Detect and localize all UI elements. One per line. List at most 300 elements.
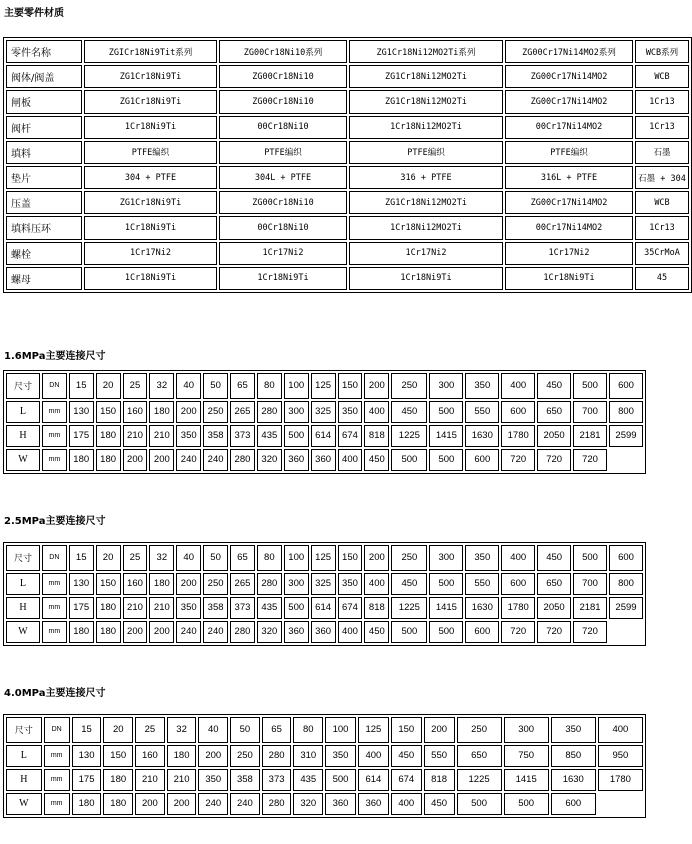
dimension-value-cell: 720	[537, 621, 571, 643]
dn-value-cell: 65	[230, 545, 255, 571]
dn-value-cell: 150	[338, 373, 363, 399]
table-row	[6, 769, 643, 791]
dimension-value-cell: 200	[123, 621, 148, 643]
dn-value-cell: 40	[176, 373, 201, 399]
dimension-value-cell: 200	[149, 449, 174, 471]
dn-value-cell: 40	[198, 717, 228, 743]
dimension-value-cell: 320	[257, 449, 282, 471]
dn-value-cell: 65	[262, 717, 292, 743]
dimension-value-cell: 280	[230, 449, 255, 471]
dimension-value-cell: 450	[364, 621, 389, 643]
dims-25-title: 2.5MPa主要连接尺寸	[4, 516, 106, 527]
dn-value-cell: 125	[311, 373, 336, 399]
dn-value-cell: 100	[325, 717, 356, 743]
unit-cell: mm	[42, 449, 67, 471]
part-name-cell: 填料压环	[6, 216, 82, 239]
dimension-value-cell: 350	[198, 769, 228, 791]
dimension-value-cell: 1780	[501, 597, 535, 619]
dn-value-cell: 500	[573, 545, 607, 571]
header-cell: ZG00Cr18Ni10系列	[219, 40, 347, 63]
dimension-value-cell: 210	[123, 597, 148, 619]
dn-value-cell: 200	[364, 373, 389, 399]
table-row	[6, 621, 643, 643]
dims-16-table	[3, 370, 646, 474]
dimension-value-cell: 600	[501, 401, 535, 423]
material-cell: ZG1Cr18Ni9Ti	[84, 65, 217, 88]
dims-40-table	[3, 714, 646, 818]
table-row	[6, 191, 689, 214]
material-cell: 00Cr17Ni14MO2	[505, 116, 633, 139]
dimension-value-cell: 160	[123, 573, 148, 595]
dimension-label-cell: L	[6, 401, 40, 423]
dimension-value-cell: 180	[149, 401, 174, 423]
dimension-value-cell: 500	[429, 401, 463, 423]
dimension-value-cell: 500	[325, 769, 356, 791]
material-cell: 1Cr13	[635, 90, 689, 113]
dimension-value-cell: 1225	[391, 425, 427, 447]
dimension-label-cell: H	[6, 597, 40, 619]
dimension-value-cell: 280	[257, 401, 282, 423]
table-header-row	[6, 40, 689, 63]
dimension-value-cell: 550	[424, 745, 455, 767]
dn-value-cell: 600	[609, 545, 643, 571]
size-label-cell: 尺寸	[6, 373, 40, 399]
material-cell: 304 + PTFE	[84, 166, 217, 189]
table-header-row	[6, 373, 643, 399]
dimension-value-cell: 2599	[609, 425, 643, 447]
dimension-value-cell: 818	[364, 597, 389, 619]
dimension-value-cell: 180	[69, 449, 94, 471]
dimension-value-cell: 550	[465, 401, 499, 423]
dn-value-cell: 200	[424, 717, 455, 743]
dn-value-cell: 125	[311, 545, 336, 571]
dimension-value-cell: 360	[311, 621, 336, 643]
dimension-value-cell: 720	[573, 621, 607, 643]
dn-value-cell: 300	[429, 373, 463, 399]
dn-value-cell: 100	[284, 545, 309, 571]
materials-title: 主要零件材质	[4, 8, 64, 19]
dimension-value-cell: 674	[338, 425, 363, 447]
dimension-value-cell: 180	[96, 449, 121, 471]
table-row	[6, 401, 643, 423]
dimension-value-cell: 200	[135, 793, 165, 815]
dimension-value-cell: 180	[96, 425, 121, 447]
dimension-value-cell: 160	[135, 745, 165, 767]
dimension-value-cell: 1630	[465, 425, 499, 447]
dimension-value-cell: 2181	[573, 597, 607, 619]
dn-value-cell: 50	[230, 717, 260, 743]
dimension-label-cell: W	[6, 449, 40, 471]
dn-value-cell: 500	[573, 373, 607, 399]
table-row	[6, 597, 643, 619]
dimension-value-cell: 150	[103, 745, 133, 767]
dimension-value-cell: 674	[338, 597, 363, 619]
dimension-value-cell: 1780	[501, 425, 535, 447]
material-cell: PTFE编织	[349, 141, 503, 164]
dimension-value-cell: 130	[69, 573, 94, 595]
material-cell: 316 + PTFE	[349, 166, 503, 189]
dimension-value-cell: 435	[257, 425, 282, 447]
dn-value-cell: 400	[501, 373, 535, 399]
dimension-value-cell: 250	[203, 573, 228, 595]
table-row	[6, 116, 689, 139]
material-cell: 1Cr18Ni9Ti	[84, 216, 217, 239]
header-cell: ZG1Cr18Ni12MO2Ti系列	[349, 40, 503, 63]
dn-value-cell: 80	[293, 717, 323, 743]
dimension-value-cell: 175	[69, 425, 94, 447]
dn-value-cell: 350	[465, 545, 499, 571]
material-cell: 1Cr17Ni2	[505, 242, 633, 265]
dimension-value-cell: 373	[262, 769, 292, 791]
dimension-value-cell: 450	[391, 745, 422, 767]
dn-label-cell: DN	[42, 373, 67, 399]
dn-value-cell: 15	[72, 717, 102, 743]
dimension-value-cell: 150	[96, 573, 121, 595]
size-label-cell: 尺寸	[6, 545, 40, 571]
table-row	[6, 141, 689, 164]
dn-value-cell: 150	[391, 717, 422, 743]
dimension-value-cell: 320	[257, 621, 282, 643]
dimension-value-cell: 2050	[537, 597, 571, 619]
size-label-cell: 尺寸	[6, 717, 42, 743]
table-row	[6, 166, 689, 189]
material-cell: 1Cr18Ni12MO2Ti	[349, 116, 503, 139]
dimension-value-cell: 250	[203, 401, 228, 423]
dimension-value-cell: 350	[325, 745, 356, 767]
dimension-value-cell: 400	[338, 449, 363, 471]
material-cell: 00Cr18Ni10	[219, 116, 347, 139]
dn-value-cell: 200	[364, 545, 389, 571]
dimension-value-cell: 600	[465, 449, 499, 471]
dimension-value-cell: 650	[457, 745, 502, 767]
dimension-value-cell: 350	[338, 401, 363, 423]
dimension-value-cell: 280	[262, 745, 292, 767]
dn-value-cell: 125	[358, 717, 389, 743]
dimension-value-cell: 240	[176, 449, 201, 471]
dimension-value-cell: 720	[501, 621, 535, 643]
dimension-value-cell: 280	[230, 621, 255, 643]
dn-value-cell: 250	[391, 373, 427, 399]
dimension-value-cell: 300	[284, 401, 309, 423]
dimension-value-cell: 325	[311, 573, 336, 595]
dn-value-cell: 65	[230, 373, 255, 399]
dimension-value-cell: 240	[203, 621, 228, 643]
table-row	[6, 793, 643, 815]
dn-value-cell: 15	[69, 373, 94, 399]
material-cell: ZG1Cr18Ni12MO2Ti	[349, 65, 503, 88]
dimension-value-cell: 150	[96, 401, 121, 423]
dn-label-cell: DN	[44, 717, 70, 743]
material-cell: 00Cr17Ni14MO2	[505, 216, 633, 239]
dn-value-cell: 20	[103, 717, 133, 743]
header-cell: ZGICr18Ni9Tit系列	[84, 40, 217, 63]
part-name-cell: 填料	[6, 141, 82, 164]
dimension-value-cell: 400	[364, 401, 389, 423]
table-row	[6, 216, 689, 239]
dimension-value-cell: 240	[176, 621, 201, 643]
dimension-value-cell: 180	[69, 621, 94, 643]
dimension-value-cell: 600	[501, 573, 535, 595]
part-name-cell: 阀杆	[6, 116, 82, 139]
dimension-value-cell: 358	[230, 769, 260, 791]
dimension-value-cell: 720	[537, 449, 571, 471]
unit-cell: mm	[42, 425, 67, 447]
dimension-value-cell: 265	[230, 401, 255, 423]
table-row	[6, 267, 689, 290]
table-row	[6, 90, 689, 113]
part-name-cell: 阀体/阀盖	[6, 65, 82, 88]
material-cell: 1Cr17Ni2	[219, 242, 347, 265]
dimension-value-cell: 358	[203, 425, 228, 447]
material-cell: 1Cr18Ni12MO2Ti	[349, 216, 503, 239]
dimension-value-cell: 720	[501, 449, 535, 471]
dn-value-cell: 25	[135, 717, 165, 743]
dimension-value-cell: 500	[284, 597, 309, 619]
dimension-value-cell: 210	[149, 597, 174, 619]
dimension-value-cell: 240	[203, 449, 228, 471]
dn-value-cell: 40	[176, 545, 201, 571]
dimension-value-cell: 360	[325, 793, 356, 815]
header-cell: ZG00Cr17Ni14MO2系列	[505, 40, 633, 63]
dn-value-cell: 50	[203, 545, 228, 571]
unit-cell: mm	[42, 401, 67, 423]
dimension-label-cell: L	[6, 745, 42, 767]
dimension-value-cell: 200	[149, 621, 174, 643]
dimension-label-cell: L	[6, 573, 40, 595]
dn-value-cell: 350	[465, 373, 499, 399]
material-cell: ZG00Cr18Ni10	[219, 90, 347, 113]
dimension-value-cell: 1780	[598, 769, 643, 791]
dimension-value-cell: 200	[167, 793, 197, 815]
dn-value-cell: 400	[501, 545, 535, 571]
material-cell: 304L + PTFE	[219, 166, 347, 189]
unit-cell: mm	[44, 793, 70, 815]
dn-value-cell: 15	[69, 545, 94, 571]
material-cell: 1Cr13	[635, 116, 689, 139]
dimension-value-cell: 180	[72, 793, 102, 815]
dimension-value-cell: 600	[465, 621, 499, 643]
material-cell: ZG00Cr18Ni10	[219, 65, 347, 88]
material-cell: PTFE编织	[84, 141, 217, 164]
material-cell: ZG1Cr18Ni12MO2Ti	[349, 191, 503, 214]
material-cell: 1Cr18Ni9Ti	[84, 267, 217, 290]
dimension-value-cell: 210	[123, 425, 148, 447]
dimension-value-cell: 850	[551, 745, 596, 767]
dimension-value-cell: 700	[573, 401, 607, 423]
dimension-value-cell: 500	[391, 449, 427, 471]
dn-value-cell: 150	[338, 545, 363, 571]
header-cell: 零件名称	[6, 40, 82, 63]
material-cell: PTFE编织	[219, 141, 347, 164]
dimension-value-cell: 2050	[537, 425, 571, 447]
dimension-value-cell: 200	[198, 745, 228, 767]
dimension-value-cell: 2181	[573, 425, 607, 447]
part-name-cell: 压盖	[6, 191, 82, 214]
dimension-value-cell: 614	[311, 425, 336, 447]
dimension-value-cell: 175	[69, 597, 94, 619]
dimension-value-cell: 1225	[391, 597, 427, 619]
dimension-value-cell: 210	[167, 769, 197, 791]
dimension-value-cell: 500	[284, 425, 309, 447]
dimension-value-cell: 950	[598, 745, 643, 767]
material-cell: 1Cr18Ni9Ti	[219, 267, 347, 290]
dimension-value-cell: 300	[284, 573, 309, 595]
dimension-value-cell: 130	[69, 401, 94, 423]
material-cell: WCB	[635, 65, 689, 88]
dimension-value-cell: 550	[465, 573, 499, 595]
dimension-value-cell: 650	[537, 573, 571, 595]
dimension-value-cell: 210	[149, 425, 174, 447]
dimension-value-cell: 350	[176, 597, 201, 619]
dn-value-cell: 300	[429, 545, 463, 571]
material-cell: 石墨	[635, 141, 689, 164]
table-header-row	[6, 717, 643, 743]
dn-value-cell: 350	[551, 717, 596, 743]
dimension-value-cell: 800	[609, 401, 643, 423]
dimension-value-cell: 600	[551, 793, 596, 815]
dimension-value-cell: 818	[364, 425, 389, 447]
materials-table	[3, 37, 692, 293]
dims-40-title: 4.0MPa主要连接尺寸	[4, 688, 106, 699]
dimension-value-cell: 350	[176, 425, 201, 447]
unit-cell: mm	[44, 769, 70, 791]
dimension-value-cell: 500	[429, 449, 463, 471]
dimension-value-cell: 500	[391, 621, 427, 643]
dn-value-cell: 25	[123, 373, 148, 399]
dimension-value-cell: 240	[230, 793, 260, 815]
material-cell: WCB	[635, 191, 689, 214]
dn-value-cell: 400	[598, 717, 643, 743]
dimension-value-cell: 720	[573, 449, 607, 471]
dimension-value-cell: 180	[96, 597, 121, 619]
dn-value-cell: 50	[203, 373, 228, 399]
dimension-value-cell: 818	[424, 769, 455, 791]
dimension-value-cell: 373	[230, 597, 255, 619]
unit-cell: mm	[42, 573, 67, 595]
dimension-label-cell: W	[6, 621, 40, 643]
dimension-value-cell: 325	[311, 401, 336, 423]
dn-value-cell: 32	[149, 373, 174, 399]
unit-cell: mm	[42, 621, 67, 643]
dimension-value-cell: 614	[358, 769, 389, 791]
dimension-value-cell: 1415	[429, 425, 463, 447]
dimension-value-cell: 400	[358, 745, 389, 767]
dn-value-cell: 20	[96, 373, 121, 399]
material-cell: PTFE编织	[505, 141, 633, 164]
table-row	[6, 242, 689, 265]
header-cell: WCB系列	[635, 40, 689, 63]
table-row	[6, 449, 643, 471]
dimension-value-cell: 250	[230, 745, 260, 767]
dimension-value-cell: 160	[123, 401, 148, 423]
dn-value-cell: 250	[391, 545, 427, 571]
dimension-value-cell: 450	[364, 449, 389, 471]
dimension-value-cell: 450	[391, 573, 427, 595]
dimension-value-cell: 310	[293, 745, 323, 767]
dimension-value-cell: 180	[149, 573, 174, 595]
dimension-label-cell: H	[6, 425, 40, 447]
material-cell: ZG1Cr18Ni12MO2Ti	[349, 90, 503, 113]
dimension-value-cell: 210	[135, 769, 165, 791]
dn-value-cell: 80	[257, 545, 282, 571]
table-row	[6, 745, 643, 767]
dn-value-cell: 32	[167, 717, 197, 743]
dimension-value-cell: 700	[573, 573, 607, 595]
dimension-value-cell: 175	[72, 769, 102, 791]
material-cell: 石墨 + 304	[635, 166, 689, 189]
dimension-value-cell: 130	[72, 745, 102, 767]
material-cell: 1Cr18Ni9Ti	[349, 267, 503, 290]
material-cell: 1Cr17Ni2	[84, 242, 217, 265]
dims-16-title: 1.6MPa主要连接尺寸	[4, 351, 106, 362]
material-cell: 1Cr18Ni9Ti	[505, 267, 633, 290]
part-name-cell: 螺母	[6, 267, 82, 290]
dimension-value-cell: 350	[338, 573, 363, 595]
dimension-value-cell: 1630	[465, 597, 499, 619]
dimension-value-cell: 180	[103, 793, 133, 815]
dimension-value-cell: 180	[167, 745, 197, 767]
table-header-row	[6, 545, 643, 571]
dn-value-cell: 100	[284, 373, 309, 399]
material-cell: ZG1Cr18Ni9Ti	[84, 90, 217, 113]
material-cell: ZG00Cr18Ni10	[219, 191, 347, 214]
dimension-value-cell: 360	[284, 621, 309, 643]
dimension-value-cell: 435	[257, 597, 282, 619]
dn-value-cell: 80	[257, 373, 282, 399]
table-row	[6, 425, 643, 447]
dn-value-cell: 250	[457, 717, 502, 743]
dimension-value-cell: 360	[311, 449, 336, 471]
material-cell: 1Cr18Ni9Ti	[84, 116, 217, 139]
dn-value-cell: 25	[123, 545, 148, 571]
dimension-value-cell: 400	[338, 621, 363, 643]
dimension-value-cell: 240	[198, 793, 228, 815]
part-name-cell: 垫片	[6, 166, 82, 189]
unit-cell: mm	[42, 597, 67, 619]
dimension-value-cell: 265	[230, 573, 255, 595]
dimension-value-cell: 1415	[429, 597, 463, 619]
material-cell: 1Cr17Ni2	[349, 242, 503, 265]
dimension-value-cell: 400	[391, 793, 422, 815]
dimension-value-cell: 800	[609, 573, 643, 595]
dimension-value-cell: 1225	[457, 769, 502, 791]
dimension-label-cell: W	[6, 793, 42, 815]
dn-value-cell: 20	[96, 545, 121, 571]
dimension-value-cell: 614	[311, 597, 336, 619]
dimension-value-cell: 200	[123, 449, 148, 471]
table-row	[6, 573, 643, 595]
material-cell: 45	[635, 267, 689, 290]
dimension-value-cell: 360	[284, 449, 309, 471]
dimension-value-cell: 280	[257, 573, 282, 595]
dimension-value-cell: 360	[358, 793, 389, 815]
dimension-value-cell: 450	[391, 401, 427, 423]
dn-label-cell: DN	[42, 545, 67, 571]
dimension-value-cell: 435	[293, 769, 323, 791]
material-cell: 35CrMoA	[635, 242, 689, 265]
dimension-value-cell: 180	[96, 621, 121, 643]
dn-value-cell: 600	[609, 373, 643, 399]
material-cell: 316L + PTFE	[505, 166, 633, 189]
material-cell: ZG00Cr17Ni14MO2	[505, 65, 633, 88]
dn-value-cell: 450	[537, 373, 571, 399]
dimension-value-cell: 400	[364, 573, 389, 595]
dn-value-cell: 32	[149, 545, 174, 571]
dimension-value-cell: 200	[176, 573, 201, 595]
dimension-value-cell: 200	[176, 401, 201, 423]
material-cell: ZG1Cr18Ni9Ti	[84, 191, 217, 214]
dimension-value-cell: 2599	[609, 597, 643, 619]
